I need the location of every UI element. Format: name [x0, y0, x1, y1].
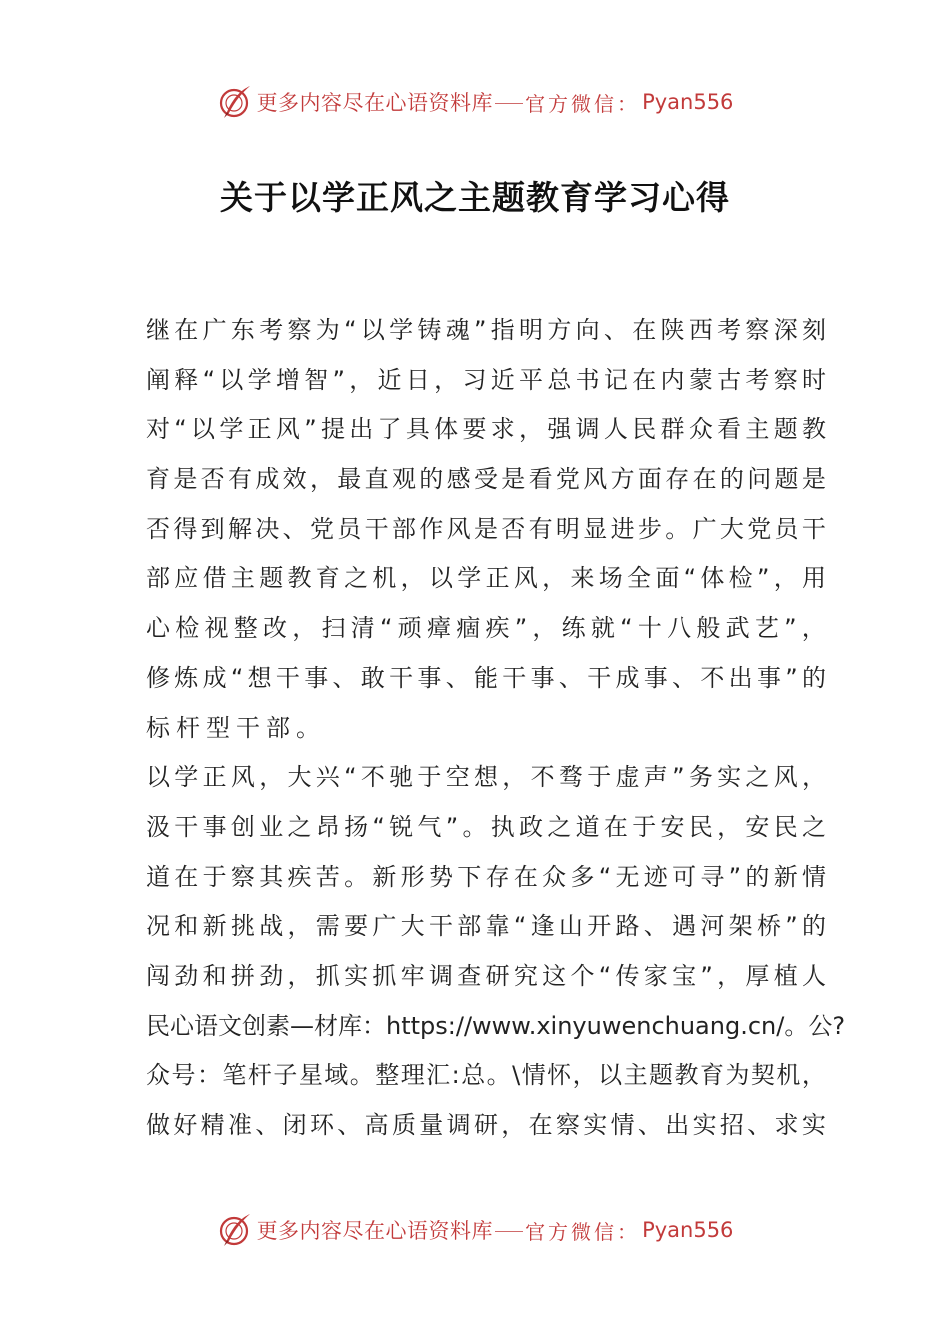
body-line: 育 是 否 有 成 效 ， 最 直 观 的 感 受 是 看 党 风 方 面 存 在 的 问 题 是 [146, 465, 826, 494]
wechat-label: 官方微信： [525, 91, 641, 116]
body-line: 道 在 于 察 其 疾 苦 。 新 形 势 下 存 在 众 多 “ 无 迹 可 寻 ” 的 新 情 [146, 862, 826, 891]
body-line: 阐 释 “ 以 学 增 智 ” ， 近 日 ， 习 近 平 总 书 记 在 内 蒙 古 考 察 时 [146, 365, 826, 394]
document-body [146, 306, 846, 1151]
body-line: 以 学 正 风 ， 大 兴 “ 不 驰 于 空 想 ， 不 骛 于 虚 声 ” 务 实 之 风 ， [146, 763, 826, 792]
body-line: 民 心 语 文 创 素 — 材 库 ： https://www.xinyuwenchuang.cn/ 。 公 ? [146, 1011, 846, 1040]
body-line: 众 号 ： 笔 杆 子 星 域 。 整 理 汇 : 总 。 \ 情 怀 ， 以 主 题 教 育 为 契 机 ， [146, 1061, 826, 1090]
wechat-label: 官方微信： [525, 1219, 641, 1244]
body-line: 汲 干 事 创 业 之 昂 扬 “ 锐 气 ” 。 执 政 之 道 在 于 安 民 ， 安 民 之 [146, 812, 826, 841]
body-line: 标杆型干部。 [146, 713, 326, 742]
header-banner [0, 80, 950, 124]
brand-name: 更多内容尽在心语资料库 [256, 1219, 494, 1243]
body-line: 继 在 广 东 考 察 为 “ 以 学 铸 魂 ” 指 明 方 向 、 在 陕 西 考 察 深 刻 [146, 316, 826, 344]
divider-dash [495, 1231, 523, 1232]
body-line: 做 好 精 准 、 闭 环 、 高 质 量 调 研 ， 在 察 实 情 、 出 实 招 、 求 实 [146, 1111, 826, 1139]
divider-dash [495, 103, 523, 104]
body-line: 部 应 借 主 题 教 育 之 机 ， 以 学 正 风 ， 来 场 全 面 “ 体 检 ” ， 用 [146, 564, 826, 593]
body-line: 对 “ 以 学 正 风 ” 提 出 了 具 体 要 求 ， 强 调 人 民 群 众 看 主 题 教 [146, 415, 826, 444]
body-line: 况 和 新 挑 战 ， 需 要 广 大 干 部 靠 “ 逢 山 开 路 、 遇 河 架 桥 ” 的 [146, 912, 826, 941]
body-line: 否 得 到 解 决 、 党 员 干 部 作 风 是 否 有 明 显 进 步 。 广 大 党 员 干 [146, 514, 826, 543]
wechat-id: Pyan556 [642, 90, 734, 114]
wechat-id: Pyan556 [642, 1218, 734, 1242]
footer-banner [0, 1208, 950, 1252]
body-line: 修 炼 成 “ 想 干 事 、 敢 干 事 、 能 干 事 、 干 成 事 、 不 出 事 ” 的 [146, 663, 826, 692]
document-title: 关于以学正风之主题教育学习心得 [220, 178, 730, 217]
body-line: 心 检 视 整 改 ， 扫 清 “ 顽 瘴 痼 疾 ” ， 练 就 “ 十 八 般 武 艺 ” ， [146, 614, 826, 643]
quill-logo-icon [217, 1212, 253, 1248]
body-line: 闯 劲 和 拼 劲 ， 抓 实 抓 牢 调 查 研 究 这 个 “ 传 家 宝 ” ， 厚 植 人 [146, 961, 826, 990]
brand-name: 更多内容尽在心语资料库 [256, 91, 494, 115]
quill-logo-icon [217, 84, 253, 120]
